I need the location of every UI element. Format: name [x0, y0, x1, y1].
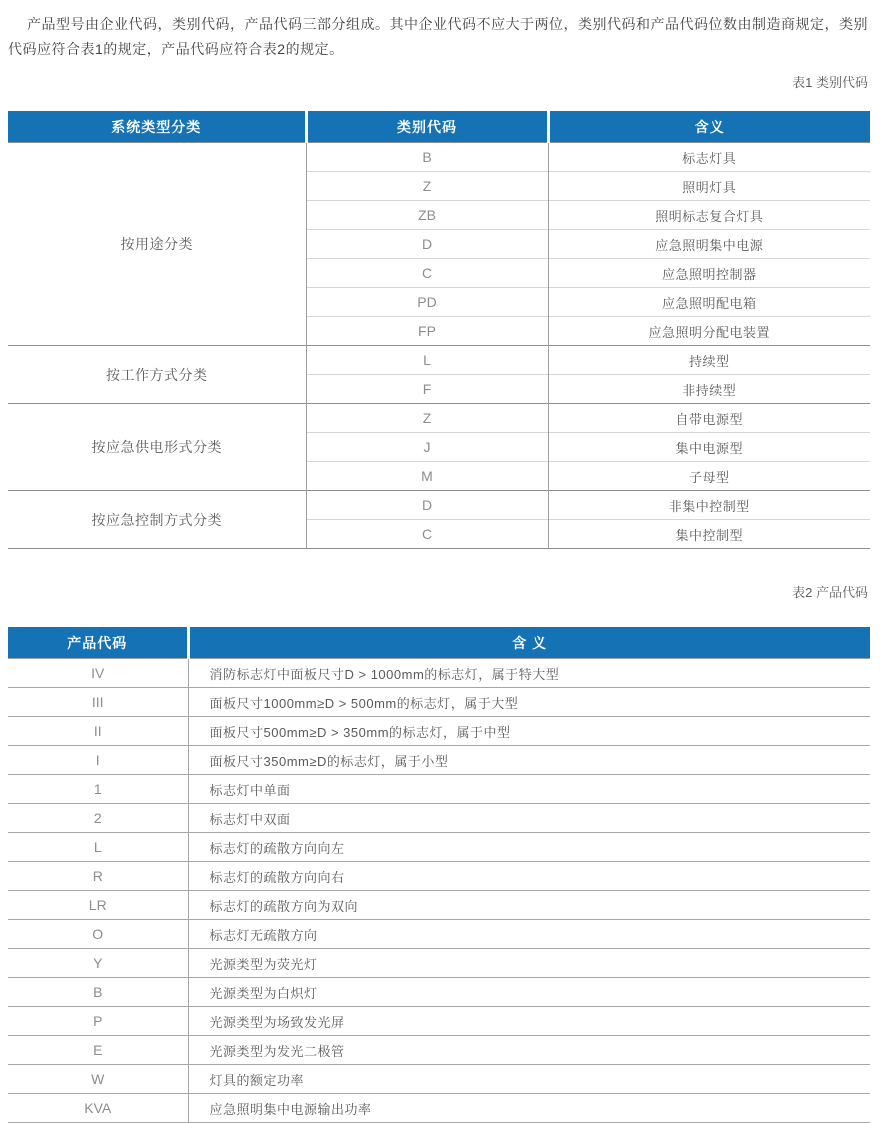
table2-caption: 表2 产品代码	[792, 585, 868, 600]
meaning-cell: 集中电源型	[548, 433, 870, 462]
code-cell: KVA	[8, 1094, 188, 1123]
table2-row	[8, 891, 870, 920]
code-cell: Z	[306, 172, 548, 201]
table2-row	[8, 717, 870, 746]
code-cell: IV	[8, 659, 188, 688]
code-cell: 1	[8, 775, 188, 804]
meaning-cell: 照明灯具	[548, 172, 870, 201]
code-cell: W	[8, 1065, 188, 1094]
meaning-cell: 自带电源型	[548, 404, 870, 433]
meaning-cell: 灯具的额定功率	[188, 1065, 870, 1094]
table2-row	[8, 978, 870, 1007]
category-cell: 按用途分类	[8, 143, 306, 346]
meaning-cell: 标志灯中双面	[188, 804, 870, 833]
meaning-cell: 应急照明分配电装置	[548, 317, 870, 346]
table2-row	[8, 1094, 870, 1123]
category-cell: 按应急供电形式分类	[8, 404, 306, 491]
code-cell: L	[306, 346, 548, 375]
table2-header	[8, 627, 870, 659]
table2-row	[8, 775, 870, 804]
table2-row	[8, 1007, 870, 1036]
code-cell: P	[8, 1007, 188, 1036]
meaning-cell: 面板尺寸500mm≥D > 350mm的标志灯，属于中型	[188, 717, 870, 746]
table1-body	[8, 143, 870, 549]
code-cell: II	[8, 717, 188, 746]
code-cell: R	[8, 862, 188, 891]
meaning-cell: 消防标志灯中面板尺寸D > 1000mm的标志灯，属于特大型	[209, 666, 560, 682]
meaning-cell: 应急照明集中电源输出功率	[188, 1094, 870, 1123]
meaning-cell: 光源类型为场致发光屏	[188, 1007, 870, 1036]
table2-header-code: 产品代码	[8, 627, 188, 659]
category-cell: 按应急控制方式分类	[8, 491, 306, 549]
meaning-cell: 面板尺寸1000mm≥D > 500mm的标志灯，属于大型	[188, 688, 870, 717]
table2-body	[8, 659, 870, 1123]
code-cell: Z	[306, 404, 548, 433]
meaning-cell: 光源类型为白炽灯	[188, 978, 870, 1007]
table1-header-category: 系统类型分类	[8, 111, 306, 143]
code-cell: ZB	[306, 201, 548, 230]
code-cell: III	[8, 688, 188, 717]
table2-row	[8, 1036, 870, 1065]
table2-row	[8, 659, 870, 688]
meaning-cell: 标志灯中单面	[188, 775, 870, 804]
table2-row	[8, 833, 870, 862]
table1-row	[8, 143, 870, 172]
code-cell: PD	[306, 288, 548, 317]
table1-category-codes	[8, 111, 870, 549]
meaning-cell: 应急照明配电箱	[548, 288, 870, 317]
table1-row	[8, 404, 870, 433]
code-cell: B	[306, 143, 548, 172]
code-cell: D	[306, 230, 548, 259]
meaning-cell: 标志灯的疏散方向向右	[188, 862, 870, 891]
code-cell: I	[8, 746, 188, 775]
code-cell: J	[306, 433, 548, 462]
table2-row	[8, 1065, 870, 1094]
code-cell: O	[8, 920, 188, 949]
code-cell: LR	[8, 891, 188, 920]
meaning-cell: 光源类型为发光二极管	[188, 1036, 870, 1065]
table1-header-meaning: 含义	[548, 111, 870, 143]
table2-row	[8, 804, 870, 833]
meaning-cell: 照明标志复合灯具	[548, 201, 870, 230]
code-cell: L	[8, 833, 188, 862]
table1-row	[8, 491, 870, 520]
table2-product-codes	[8, 627, 870, 1123]
code-cell: Y	[8, 949, 188, 978]
code-cell: M	[306, 462, 548, 491]
code-cell: FP	[306, 317, 548, 346]
code-cell: E	[8, 1036, 188, 1065]
meaning-cell: 面板尺寸350mm≥D的标志灯，属于小型	[188, 746, 870, 775]
meaning-cell: 光源类型为荧光灯	[188, 949, 870, 978]
meaning-cell: 非集中控制型	[548, 491, 870, 520]
code-cell: C	[306, 520, 548, 549]
table1-caption: 表1 类别代码	[792, 75, 868, 90]
category-cell: 按工作方式分类	[8, 346, 306, 404]
table1-header	[8, 111, 870, 143]
code-cell: F	[306, 375, 548, 404]
table1-row	[8, 346, 870, 375]
meaning-cell: 非持续型	[548, 375, 870, 404]
table2-row	[8, 688, 870, 717]
table1-header-code: 类别代码	[306, 111, 548, 143]
meaning-cell: 标志灯无疏散方向	[188, 920, 870, 949]
table2-row	[8, 862, 870, 891]
intro-paragraph: 产品型号由企业代码，类别代码，产品代码三部分组成。其中企业代码不应大于两位，类别代码和产品代码位数由制造商规定，类别代码应符合表1的规定，产品代码应符合表2的规定。	[8, 16, 868, 57]
meaning-cell: 集中控制型	[548, 520, 870, 549]
meaning-cell: 标志灯的疏散方向为双向	[188, 891, 870, 920]
table2-header-meaning: 含 义	[188, 627, 870, 659]
code-cell: 2	[8, 804, 188, 833]
code-cell: C	[306, 259, 548, 288]
meaning-cell: 应急照明控制器	[548, 259, 870, 288]
document-page	[0, 12, 880, 1123]
meaning-cell: 标志灯具	[548, 143, 870, 172]
meaning-cell: 持续型	[548, 346, 870, 375]
table2-row	[8, 949, 870, 978]
meaning-cell: 应急照明集中电源	[548, 230, 870, 259]
meaning-cell: 子母型	[548, 462, 870, 491]
code-cell: D	[306, 491, 548, 520]
code-cell: B	[8, 978, 188, 1007]
meaning-cell: 标志灯的疏散方向向左	[188, 833, 870, 862]
table2-row	[8, 746, 870, 775]
table2-row	[8, 920, 870, 949]
